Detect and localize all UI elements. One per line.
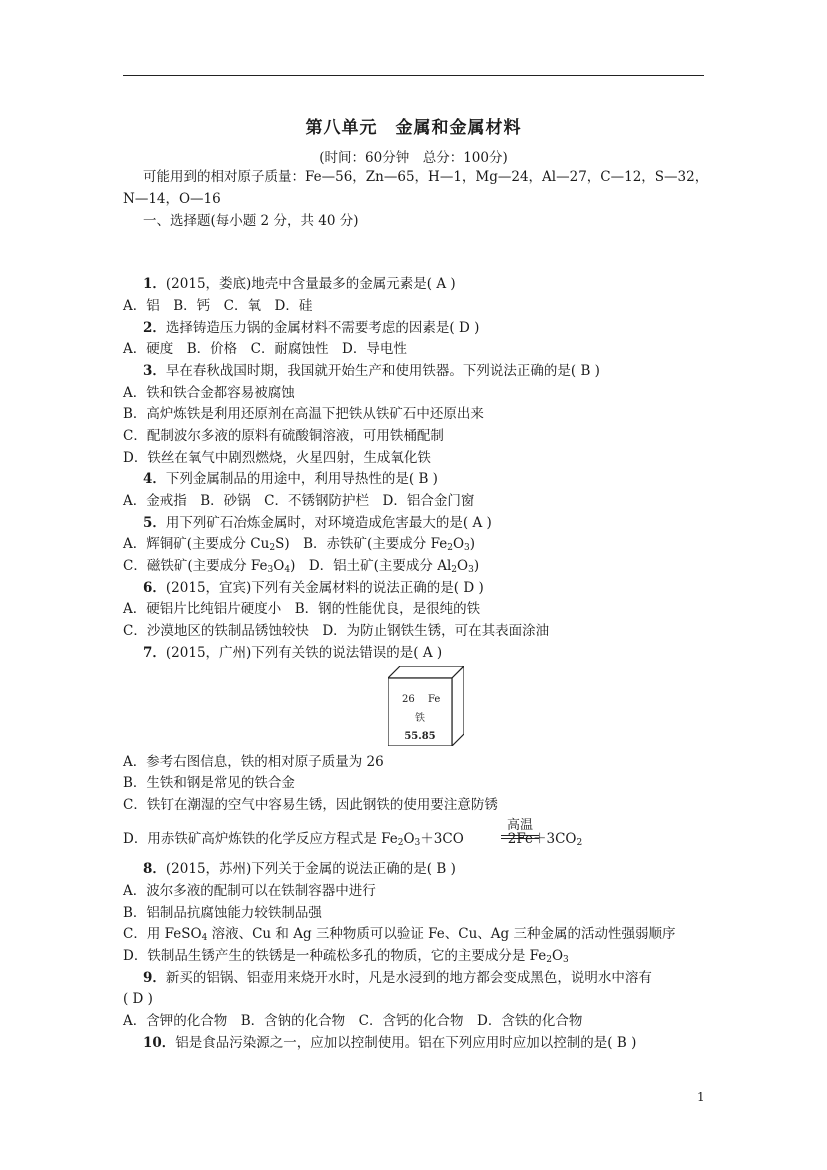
option-text: ) D．铝土矿(主要成分 Al (290, 558, 452, 574)
subscript: 2 (447, 543, 453, 553)
option-text: D．用赤铁矿高炉炼铁的化学反应方程式是 Fe (123, 831, 398, 847)
question-number: 10． (143, 1035, 176, 1051)
option-text: S) B．赤铁矿(主要成分 Fe (275, 536, 448, 552)
question-8 (143, 860, 456, 878)
header-rule (123, 75, 704, 76)
question-3-option-b: B．高炉炼铁是利用还原剂在高温下把铁从铁矿石中还原出来 (123, 406, 484, 422)
reaction-condition-label: 高温 (506, 818, 533, 833)
question-text: 用下列矿石冶炼金属时，对环境造成危害最大的是( A ) (165, 515, 492, 531)
element-symbol: Fe (428, 694, 441, 705)
question-text: (2015，广州)下列有关铁的说法错误的是( A ) (165, 645, 443, 661)
subscript: 2 (269, 543, 276, 553)
element-atomic-mass: 55.85 (404, 731, 436, 742)
question-4 (143, 470, 438, 488)
atomic-mass-line-2: N—14，O—16 (123, 191, 221, 207)
question-5-options-ab (123, 535, 475, 557)
question-5-options-cd (123, 557, 479, 579)
subscript: 4 (201, 933, 208, 943)
question-8-option-b: B．铝制品抗腐蚀能力较铁制品强 (123, 905, 322, 921)
question-6-options-cd: C．沙漠地区的铁制品锈蚀较快 D．为防止钢铁生锈，可在其表面涂油 (123, 623, 550, 639)
subscript: 2 (546, 955, 552, 965)
question-number: 4． (143, 471, 166, 487)
question-2-options: A．硬度 B．价格 C．耐腐蚀性 D．导电性 (123, 341, 407, 357)
subscript: 3 (468, 565, 474, 575)
question-9 (143, 969, 652, 987)
question-3-option-a: A．铁和铁合金都容易被腐蚀 (123, 385, 295, 401)
question-text: 下列金属制品的用途中，利用导热性的是( B ) (165, 471, 438, 487)
subscript: 3 (464, 543, 470, 553)
iron-element-card (388, 666, 464, 746)
question-1-options: A．铝 B．钙 C．氧 D．硅 (123, 298, 313, 314)
question-text: 选择铸造压力锅的金属材料不需要考虑的因素是( D ) (165, 320, 480, 336)
subscript: 2 (576, 838, 583, 848)
question-number: 2． (143, 320, 166, 336)
subscript: 2 (397, 838, 404, 848)
option-text: O (273, 558, 285, 574)
question-3-option-d: D．铁丝在氧气中剧烈燃烧，火星四射，生成氧化铁 (123, 450, 431, 466)
option-text: O (457, 558, 469, 574)
option-text: O (452, 536, 465, 552)
question-3-option-c: C．配制波尔多液的原料有硫酸铜溶液，可用铁桶配制 (123, 428, 444, 444)
question-1 (143, 275, 456, 293)
question-8-option-a: A．波尔多液的配制可以在铁制容器中进行 (123, 883, 376, 899)
option-text: 2Fe＋3CO (507, 831, 577, 847)
question-number: 8． (143, 861, 166, 877)
option-text: O (551, 948, 564, 964)
question-number: 6． (143, 580, 166, 596)
option-text: C．磁铁矿(主要成分 Fe (123, 558, 268, 574)
option-text: ) (469, 536, 476, 552)
equals-sign (501, 835, 539, 839)
subscript: 3 (267, 565, 274, 575)
question-7-option-c: C．铁钉在潮湿的空气中容易生锈，因此钢铁的使用要注意防锈 (123, 797, 498, 813)
option-text: A．辉铜矿(主要成分 Cu (123, 536, 270, 552)
question-7-option-a: A．参考右图信息，铁的相对原子质量为 26 (123, 754, 384, 770)
subscript: 4 (284, 565, 291, 575)
question-number: 5． (143, 515, 166, 531)
page-title: 第八单元 金属和金属材料 (305, 118, 522, 138)
question-8-option-d (123, 947, 569, 969)
option-text: 溶液、Cu 和 Ag 三种物质可以验证 Fe、Cu、Ag 三种金属的活动性强弱顺序 (207, 926, 676, 942)
question-2 (143, 319, 479, 337)
question-number: 9． (143, 970, 166, 986)
question-6 (143, 579, 484, 597)
question-text: (2015，娄底)地壳中含量最多的金属元素是( A ) (165, 276, 456, 292)
question-text: (2015，宜宾)下列有关金属材料的说法正确的是( D ) (165, 580, 484, 596)
option-text: ) (473, 558, 480, 574)
question-10 (143, 1034, 636, 1052)
question-3 (143, 362, 600, 380)
question-8-option-c (123, 925, 676, 947)
option-text: ＋3CO (420, 831, 464, 847)
question-text: (2015，苏州)下列关于金属的说法正确的是( B ) (165, 861, 456, 877)
question-7-option-b: B．生铁和钢是常见的铁合金 (123, 775, 295, 791)
page-number: 1 (697, 1090, 705, 1104)
question-4-options: A．金戒指 B．砂锅 C．不锈钢防护栏 D．铝合金门窗 (123, 493, 475, 509)
question-text: 铝是食品污染源之一，应加以控制使用。铝在下列应用时应加以控制的是( B ) (175, 1035, 637, 1051)
subscript: 2 (451, 565, 458, 575)
question-6-options-ab: A．硬铝片比纯铝片硬度小 B．钢的性能优良，是很纯的铁 (123, 601, 481, 617)
element-atomic-number: 26 (402, 694, 415, 705)
option-text: O (403, 831, 415, 847)
question-5 (143, 514, 492, 532)
question-number: 7． (143, 645, 166, 661)
question-7 (143, 644, 442, 662)
question-number: 1． (143, 276, 166, 292)
question-number: 3． (143, 363, 166, 379)
subscript: 3 (563, 955, 569, 965)
exam-time-info: (时间：60分钟 总分：100分) (319, 150, 508, 166)
option-text: C．用 FeSO (123, 926, 202, 942)
question-9-options: A．含钾的化合物 B．含钠的化合物 C．含钙的化合物 D．含铁的化合物 (123, 1013, 583, 1029)
element-name: 铁 (415, 713, 425, 724)
reaction-condition (501, 819, 539, 839)
section-heading: 一、选择题(每小题 2 分，共 40 分) (143, 213, 359, 229)
question-text: 早在春秋战国时期，我国就开始生产和使用铁器。下列说法正确的是( B ) (165, 363, 600, 379)
atomic-mass-line-1: 可能用到的相对原子质量：Fe—56，Zn—65，H—1，Mg—24，Al—27，C—12，S—32， (143, 169, 709, 185)
option-text: D．铁制品生锈产生的铁锈是一种疏松多孔的物质，它的主要成分是 Fe (123, 948, 547, 964)
subscript: 3 (414, 838, 421, 848)
question-9-answer: ( D ) (123, 991, 153, 1007)
question-text: 新买的铝锅、铝壶用来烧开水时，凡是水浸到的地方都会变成黑色，说明水中溶有 (165, 970, 652, 986)
